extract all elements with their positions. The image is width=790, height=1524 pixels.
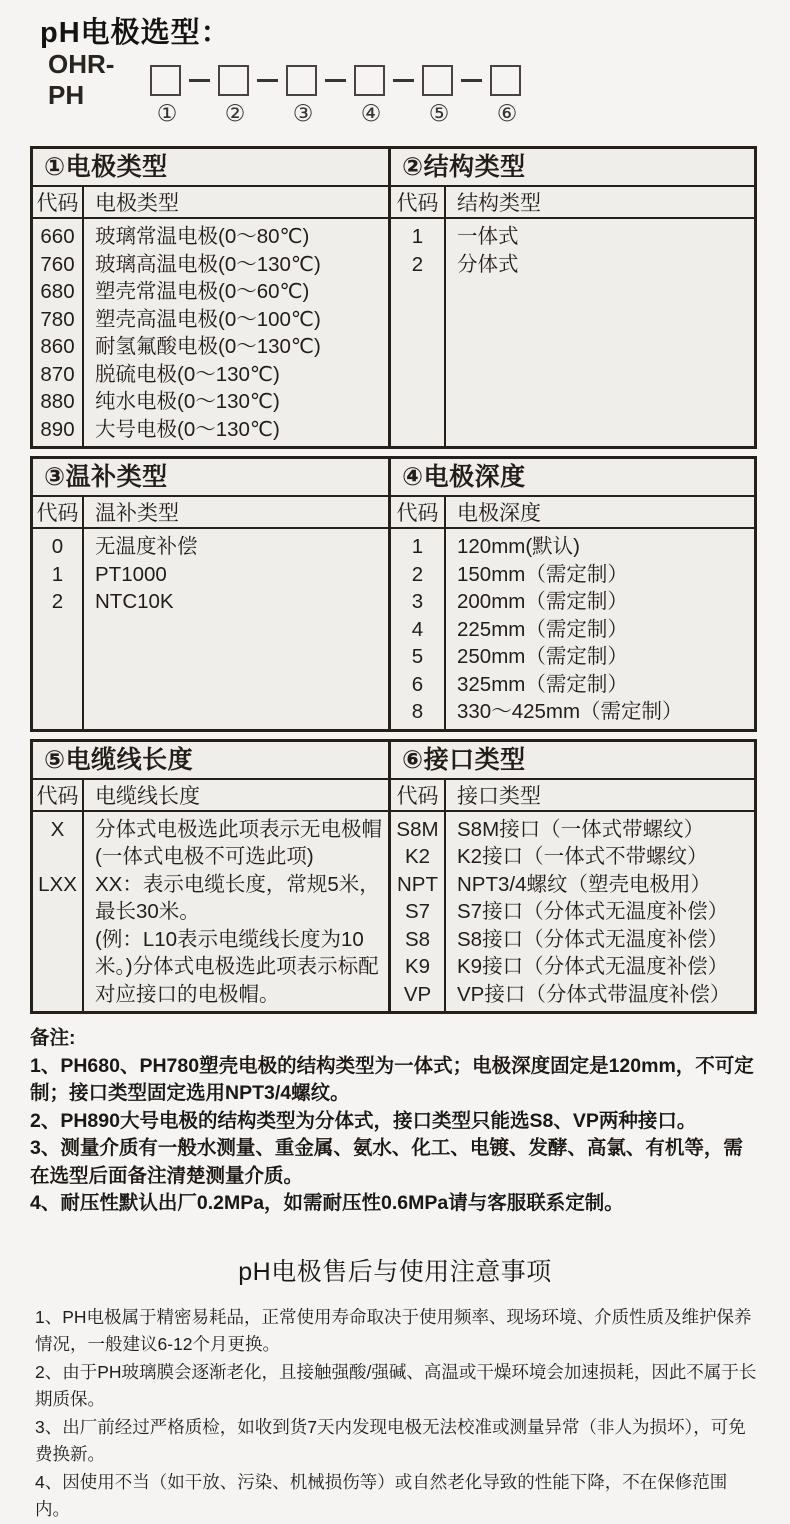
type-column-header: 电缆线长度 bbox=[95, 784, 200, 808]
table-row bbox=[391, 871, 754, 899]
row-desc: S8M接口（一体式带螺纹） bbox=[457, 817, 705, 841]
row-code: 1 bbox=[411, 225, 424, 248]
model-code-diagram bbox=[48, 49, 790, 110]
section-title: ⑤电缆线长度 bbox=[33, 742, 388, 780]
row-desc-part-2: (例：L10表示电缆线长度为10米。)分体式电极选此项表示标配对应接口的电极帽。 bbox=[95, 927, 379, 1006]
row-code: S8 bbox=[404, 927, 431, 951]
row-code: X bbox=[50, 817, 65, 841]
table-tempcomp-type bbox=[33, 459, 388, 729]
section-title: ③温补类型 bbox=[33, 459, 388, 497]
table-row bbox=[391, 643, 754, 671]
position-label-6: ⑥ bbox=[496, 100, 518, 126]
aftercare-item-4: 4、因使用不当（如干放、污染、机械损伤等）或自然老化导致的性能下降，不在保修范围内。 bbox=[35, 1471, 728, 1519]
row-code: VP bbox=[403, 982, 432, 1006]
type-column-header: 电极深度 bbox=[457, 502, 541, 525]
table-row bbox=[33, 223, 388, 251]
row-code: 760 bbox=[40, 252, 75, 276]
table-row bbox=[33, 306, 388, 334]
row-desc: 大号电极(0～130℃) bbox=[95, 417, 280, 441]
note-item-2: 2、PH890大号电极的结构类型为分体式，接口类型只能选S8、VP两种接口。 bbox=[30, 1109, 697, 1132]
row-desc: 250mm（需定制） bbox=[457, 645, 628, 668]
table-row bbox=[33, 816, 388, 871]
table-row bbox=[33, 251, 388, 279]
row-code: K9 bbox=[404, 955, 431, 978]
column-header-row bbox=[391, 497, 754, 529]
row-desc: 塑壳高温电极(0～100℃) bbox=[95, 307, 321, 331]
column-header-row bbox=[391, 780, 754, 812]
dash-separator bbox=[189, 79, 210, 82]
table-row bbox=[33, 361, 388, 389]
model-code-box-4 bbox=[354, 65, 385, 96]
position-labels bbox=[133, 100, 790, 127]
row-code: 880 bbox=[40, 390, 75, 413]
note-item-3: 3、测量介质有一般水测量、重金属、氨水、化工、电镀、发酵、高氯、有机等，需在选型后面备注清楚测量介质。 bbox=[30, 1137, 743, 1187]
table-body bbox=[33, 219, 388, 446]
model-code-box-2 bbox=[218, 65, 249, 96]
section-title: ①电极类型 bbox=[33, 149, 388, 187]
position-label-5: ⑤ bbox=[428, 100, 450, 126]
row-desc: 耐氢氟酸电极(0～130℃) bbox=[95, 335, 321, 358]
column-header-row bbox=[33, 780, 388, 812]
dash-separator bbox=[393, 79, 414, 82]
spec-tables bbox=[30, 146, 757, 1014]
table-row bbox=[33, 278, 388, 306]
row-desc: 分体式 bbox=[457, 252, 519, 276]
type-column-header: 电极类型 bbox=[95, 192, 179, 215]
table-row bbox=[391, 251, 754, 279]
model-code-box-6 bbox=[490, 65, 521, 96]
row-desc: 玻璃高温电极(0～130℃) bbox=[95, 252, 321, 276]
row-desc: 330～425mm（需定制） bbox=[457, 700, 683, 723]
table-body bbox=[391, 219, 754, 446]
row-desc: S8接口（分体式无温度补偿） bbox=[457, 927, 729, 951]
table-row bbox=[391, 561, 754, 589]
table-body bbox=[33, 529, 388, 729]
position-label-4: ④ bbox=[360, 100, 382, 126]
row-code: 2 bbox=[411, 252, 424, 276]
row-code: K2 bbox=[404, 845, 431, 868]
code-column-header: 代码 bbox=[396, 502, 439, 525]
row-code: 8 bbox=[411, 700, 424, 723]
position-label-1: ① bbox=[156, 100, 178, 126]
table-body bbox=[391, 812, 754, 1012]
dash-separator bbox=[325, 79, 346, 82]
band-cable-interface bbox=[30, 739, 757, 1015]
dash-separator bbox=[257, 79, 278, 82]
note-item-1: 1、PH680、PH780塑壳电极的结构类型为一体式；电极深度固定是120mm，不可定制；接口类型固定选用NPT3/4螺纹。 bbox=[30, 1054, 754, 1104]
table-row bbox=[391, 843, 754, 871]
table-body bbox=[391, 529, 754, 729]
table-electrode-depth bbox=[388, 459, 754, 729]
row-code: 680 bbox=[40, 280, 75, 303]
row-desc: 120mm(默认) bbox=[457, 535, 581, 558]
row-code: 870 bbox=[40, 362, 75, 386]
aftercare-title: pH电极售后与使用注意事项 bbox=[238, 1257, 552, 1286]
row-desc: NPT3/4螺纹（塑壳电极用） bbox=[457, 872, 711, 896]
section-title: ④电极深度 bbox=[391, 459, 754, 497]
table-row bbox=[391, 616, 754, 644]
column-header-row bbox=[391, 187, 754, 219]
code-column-header: 代码 bbox=[36, 784, 79, 808]
row-code: S7 bbox=[404, 900, 431, 923]
aftercare-item-1: 1、PH电极属于精密易耗品，正常使用寿命取决于使用频率、现场环境、介质性质及维护保养情况，一般建议6-12个月更换。 bbox=[35, 1306, 752, 1354]
aftercare-section bbox=[35, 1304, 760, 1524]
section-title: ⑥接口类型 bbox=[391, 742, 754, 780]
row-code: 780 bbox=[40, 307, 75, 331]
row-code: 1 bbox=[411, 535, 424, 558]
row-code: 860 bbox=[40, 335, 75, 358]
note-item-4: 4、耐压性默认出厂0.2MPa，如需耐压性0.6MPa请与客服联系定制。 bbox=[30, 1192, 624, 1214]
table-row bbox=[391, 926, 754, 954]
row-desc: 200mm（需定制） bbox=[457, 590, 628, 613]
row-code: NPT bbox=[397, 872, 438, 896]
row-desc: S7接口（分体式无温度补偿） bbox=[457, 900, 729, 923]
position-label-2: ② bbox=[224, 100, 246, 126]
row-desc: K9接口（分体式无温度补偿） bbox=[457, 955, 729, 978]
row-desc: 无温度补偿 bbox=[95, 535, 198, 558]
row-code: 0 bbox=[51, 535, 64, 558]
type-column-header: 温补类型 bbox=[95, 502, 179, 525]
row-desc bbox=[82, 871, 388, 1009]
table-row bbox=[33, 871, 388, 1009]
row-code: S8M bbox=[396, 817, 439, 841]
row-desc: 225mm（需定制） bbox=[457, 617, 628, 641]
aftercare-item-2: 2、由于PH玻璃膜会逐渐老化，且接触强酸/强碱、高温或干燥环境会加速损耗，因此不属于长期质保。 bbox=[35, 1361, 757, 1409]
row-code: 2 bbox=[411, 562, 424, 586]
type-column-header: 结构类型 bbox=[457, 192, 541, 215]
table-row bbox=[33, 416, 388, 444]
row-desc: 纯水电极(0～130℃) bbox=[95, 390, 280, 413]
row-desc: 150mm（需定制） bbox=[457, 562, 628, 586]
type-column-header: 接口类型 bbox=[457, 784, 541, 808]
aftercare-item-3: 3、出厂前经过严格质检，如收到货7天内发现电极无法校准或测量异常（非人为损坏），可免费换新。 bbox=[35, 1416, 746, 1464]
model-code-box-1 bbox=[150, 65, 181, 96]
table-row bbox=[33, 561, 388, 589]
table-row bbox=[391, 588, 754, 616]
table-row bbox=[391, 898, 754, 926]
model-prefix: OHR-PH bbox=[48, 49, 115, 110]
row-desc: 325mm（需定制） bbox=[457, 672, 628, 696]
row-desc: VP接口（分体式带温度补偿） bbox=[457, 982, 731, 1006]
row-code: 660 bbox=[40, 225, 75, 248]
position-label-3: ③ bbox=[292, 100, 314, 126]
column-header-row bbox=[33, 497, 388, 529]
row-desc: NTC10K bbox=[95, 590, 174, 613]
table-row bbox=[391, 981, 754, 1009]
row-code: 6 bbox=[411, 672, 424, 696]
row-code: 890 bbox=[40, 417, 75, 441]
row-code: 1 bbox=[51, 562, 64, 586]
row-desc: 脱硫电极(0～130℃) bbox=[95, 362, 280, 386]
table-row bbox=[391, 953, 754, 981]
table-row bbox=[391, 533, 754, 561]
table-row bbox=[33, 588, 388, 616]
row-desc-part-1: XX：表示电缆长度，常规5米，最长30米。 bbox=[95, 872, 380, 923]
section-title: ②结构类型 bbox=[391, 149, 754, 187]
row-desc: 一体式 bbox=[457, 225, 519, 248]
row-desc: 分体式电极选此项表示无电极帽(一体式电极不可选此项) bbox=[95, 817, 382, 868]
table-cable-length bbox=[33, 742, 388, 1012]
page-title: pH电极选型： bbox=[40, 17, 231, 49]
table-body bbox=[33, 812, 388, 1012]
row-code: LXX bbox=[38, 872, 77, 896]
band-tempcomp-depth bbox=[30, 456, 757, 732]
row-desc: 玻璃常温电极(0～80℃) bbox=[95, 225, 310, 248]
row-desc: K2接口（一体式不带螺纹） bbox=[457, 845, 708, 868]
table-row bbox=[391, 698, 754, 726]
code-column-header: 代码 bbox=[396, 784, 439, 808]
code-column-header: 代码 bbox=[36, 192, 79, 215]
table-row bbox=[391, 816, 754, 844]
table-electrode-type bbox=[33, 149, 388, 446]
code-column-header: 代码 bbox=[36, 502, 79, 525]
notes-section bbox=[30, 1025, 762, 1218]
row-desc: PT1000 bbox=[95, 562, 167, 586]
row-code: 5 bbox=[411, 645, 424, 668]
column-header-row bbox=[33, 187, 388, 219]
code-column-header: 代码 bbox=[396, 192, 439, 215]
row-desc: 塑壳常温电极(0～60℃) bbox=[95, 280, 310, 303]
table-row bbox=[391, 223, 754, 251]
dash-separator bbox=[461, 79, 482, 82]
table-row bbox=[33, 533, 388, 561]
row-code: 3 bbox=[411, 590, 424, 613]
table-row bbox=[33, 388, 388, 416]
band-electrode-structure bbox=[30, 146, 757, 449]
table-row bbox=[33, 333, 388, 361]
table-row bbox=[391, 671, 754, 699]
table-interface-type bbox=[388, 742, 754, 1012]
model-code-box-5 bbox=[422, 65, 453, 96]
model-code-box-3 bbox=[286, 65, 317, 96]
table-structure-type bbox=[388, 149, 754, 446]
notes-heading: 备注: bbox=[30, 1027, 76, 1049]
row-code: 2 bbox=[51, 590, 64, 613]
row-code: 4 bbox=[411, 617, 424, 641]
